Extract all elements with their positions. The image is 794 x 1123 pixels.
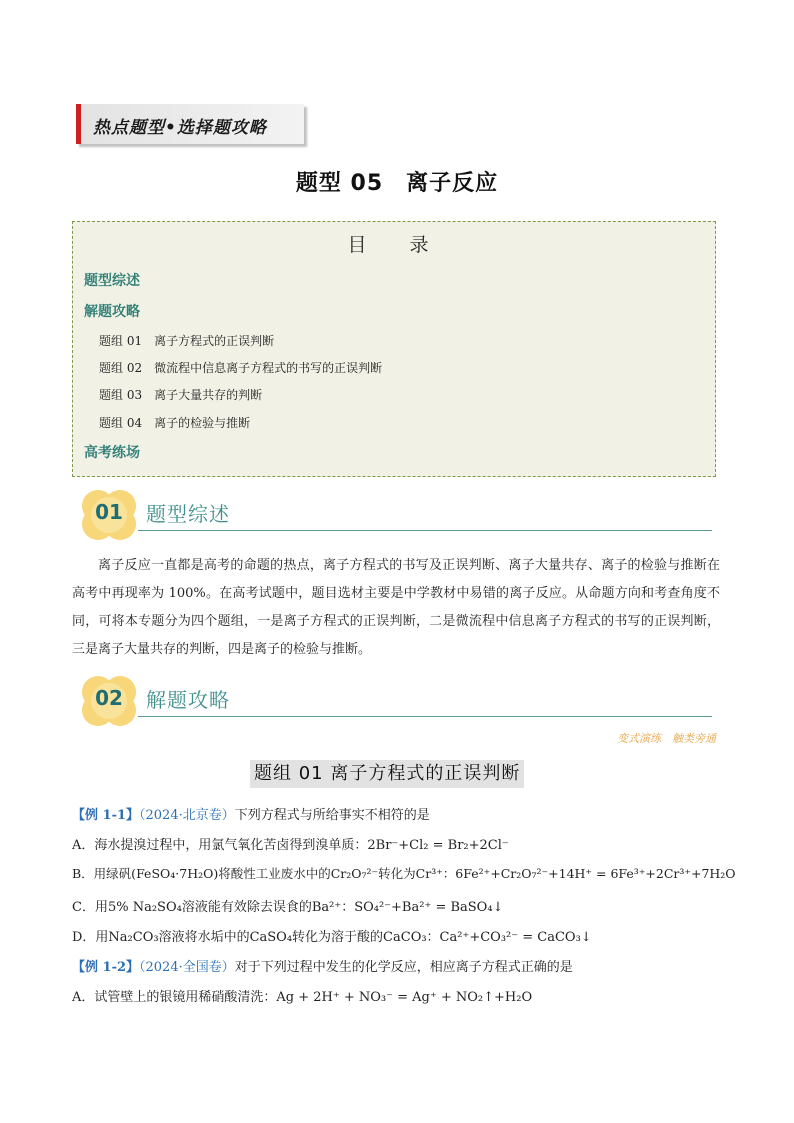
example-question: 对于下列过程中发生的化学反应，相应离子方程式正确的是 [234,960,573,975]
section-number: 01 [95,500,123,524]
example-label: 【例 1-2】 [72,960,140,975]
section-title: 题型综述 [146,502,230,526]
example-1-2-stem [72,956,573,975]
toc-link-group-02[interactable]: 题组 02 微流程中信息离子方程式的书写的正误判断 [99,361,383,375]
option-a: A．海水提溴过程中，用氯气氧化苦卤得到溴单质：2Br⁻+Cl₂ = Br₂+2Cl⁻ [72,838,509,853]
example-label: 【例 1-1】 [72,808,140,823]
group-title: 题组 01 离子方程式的正误判断 [250,760,524,788]
toc-link-group-03[interactable]: 题组 03 离子大量共存的判断 [99,388,263,402]
section-number: 02 [95,686,123,710]
example-source: （2024·北京卷） [139,808,235,823]
section-tagline: 变式演练 触类旁通 [617,732,716,745]
example-question: 下列方程式与所给事实不相符的是 [234,808,430,823]
option-d: D．用Na₂CO₃溶液将水垢中的CaSO₄转化为溶于酸的CaCO₃：Ca²⁺+CO₃²⁻ = CaCO₃↓ [72,930,592,945]
badge-text: 热点题型•选择题攻略 [93,118,267,138]
toc-link-strategy[interactable]: 解题攻略 [84,304,140,320]
page-title: 题型 05 离子反应 [295,171,499,196]
option-c: C．用5% Na₂SO₄溶液能有效除去误食的Ba²⁺：SO₄²⁻+Ba²⁺ = BaSO₄↓ [72,900,504,915]
overview-paragraph: 离子反应一直都是高考的命题的热点，离子方程式的书写及正误判断、离子大量共存、离子的检验与推断在高考中再现率为 100%。在高考试题中，题目选材主要是中学教材中易错的离子反应。从命题方向和考查角度不同，可将本专题分为四个题组，一是离子方程式的正误判断，二是微流程中信息离子方程式的书写的正误判断，三是离子大量共存的判断，四是离子的检验与推断。 [72,558,720,657]
toc-heading: 目 录 [347,234,441,256]
table-of-contents [72,221,716,477]
section-badge [76,104,304,144]
toc-link-group-04[interactable]: 题组 04 离子的检验与推断 [99,416,251,430]
section-header-02 [78,672,718,728]
option-a: A．试管壁上的银镜用稀硝酸清洗：Ag + 2H⁺ + NO₃⁻ = Ag⁺ + NO₂↑+H₂O [72,990,533,1005]
toc-link-group-01[interactable]: 题组 01 离子方程式的正误判断 [99,334,275,348]
option-b: B．用绿矾(FeSO₄·7H₂O)将酸性工业废水中的Cr₂O₇²⁻转化为Cr³⁺：6Fe²⁺+Cr₂O₇²⁻+14H⁺ = 6Fe³⁺+2Cr³⁺+7H₂O [72,866,736,881]
toc-link-practice[interactable]: 高考练场 [84,445,140,461]
toc-link-overview[interactable]: 题型综述 [84,273,140,289]
section-divider [138,716,712,717]
example-source: （2024·全国卷） [139,960,235,975]
section-divider [138,530,712,531]
example-1-1-stem [72,804,430,823]
section-header-01 [78,486,718,542]
section-title: 解题攻略 [146,688,230,712]
